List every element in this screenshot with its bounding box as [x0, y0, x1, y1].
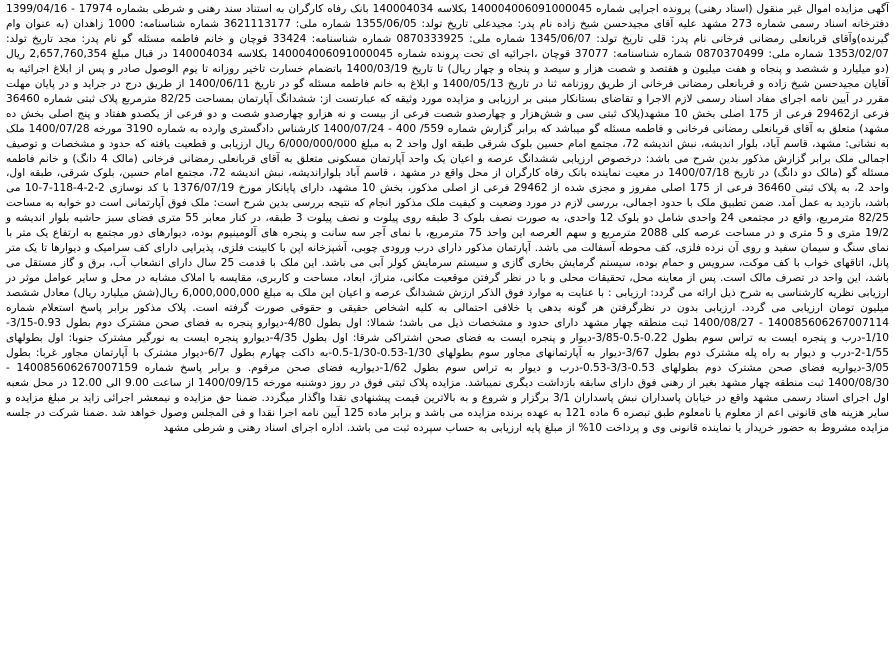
notice-body-text: آگهی مزایده اموال غیر منقول (اسناد رهنی) پرونده اجرایی شماره 140004006091000045 بکلاسه 140004034 بانک رفاه کارگران به استناد سند رهنی و شرطی بشماره 17974 - 1399/04/16 دفترخانه اسناد رسمی شماره 273 مشهد علیه آقای مجیدحسن شیخ زاده نام پدر: مجیدعلی تاریخ تولد: 1355/06/05 شماره ملی: 3621113177 شماره شناسنامه: 1000 زاهدان (به عنوان وام گیرنده)وآقای قربانعلی رمضانی فرخانی نام پدر: قلی تاریخ تولد: 1345/06/07 شماره ملی: 0870333925 شماره شناسنامه: 33424 قوچان و خانم فاطمه مسئله گو نام پدر: مجد تاریخ تولد: 1353/02/07 شماره ملی: 0870370499 شماره شناسنامه: 37077 قوچان ،اجرائیه ای تحت پرونده شماره 140004006091000045 بکلاسه 140004034 در قبال مبلغ 2,657,760,354 ریال (دو میلیارد و ششصد و پنجاه و هفت میلیون و هفتصد و شصت هزار و سیصد و پنجاه و چهار ریال) تا تاریخ 1400/03/19 باتضمام خسارت تاخیر روزانه تا یوم الوصول صادر و پس از ابلاغ اجرائیه به آقایان مجیدحسن شیخ زاده و قربانعلی رمضانی فرخانی از طریق روزنامه ثنا در تاریخ 1400/05/13 و ابلاغ به خانم فاطمه مسئله گو در تاریخ 1400/06/11 از طریق درج در جراید و در پایان مهلت مقرر در آیین نامه اجرای مفاد اسناد رسمی لازم الاجرا و تقاضای بستانکار مبنی بر ارزیابی و مزایده مورد وثیقه که عبارتست از: ششدانگ آپارتمان بمساحت 82/25 مترمربع پلاک ثبتی شماره 36460 فرعی از29462 فرعی از 175 اصلی بخش 10 مشهد(پلاک ثبتی سی و شش‌هزار و چهارصدو شصت فرعی از بیست و نه هزارو چهارصدو شصت و دو فرعی از یکصدو هفتاد و پنج اصلی بخش ده مشهد) متعلق به آقای قربانعلی رمضانی فرخانی و فاطمه مسئله گو میباشد که برابر گزارش شماره 559/ 400 - 1400/07/24 کارشناس دادگستری وارده به شماره 3190 مورخه 1400/07/28 ملک به نشانی: مشهد، قاسم آباد، بلوار اندیشه، نبش اندیشه 72، مجتمع امام حسین بلوک شرقی طبقه اول واحد 2 به مبلغ 6/000/000/000 ریال ارزیابی و قطعیت یافته که حدود و مشخصات و توصیف اجمالی ملک برابر گزارش مذکور بدین شرح می باشد: درخصوص ارزیابی ششدانگ عرصه و اعیان یک واحد آپارتمان مسکونی متعلق به آقای قربانعلی رمضانی فرخانی (مالک 4 دانگ) و خانم فاطمه مسئله گو (مالک دو دانگ) در تاریخ 1400/07/18 در معیت نماینده بانک رفاه کارگران از محل واقع در مشهد ، قاسم آباد بلواراندیشه، نبش اندیشه 72، مجتمع امام حسین، بلوک شرقی، طبقه اول، واحد 2، به پلاک ثبتی 36460 فرعی از 175 اصلی مفروز و مجزی شده از 29462 فرعی از اصلی مذکور، بخش 10 مشهد، دارای پایانکار مورخ 1376/07/19 با کد نوسازی 2-2-4-118-7-10 می باشد، بازدید به عمل آمد. ضمن تطبیق ملک با حدود اجمالی، بررسی لازم در مورد وضعیت و کیفیت ملک مذکور انجام که نتیجه بررسی بدین شرح است: ملک فوق آپارتمانی است دو خوابه به مساحت 82/25 مترمربع، واقع در مجتمعی 24 واحدی شامل دو بلوک 12 واحدی، به صورت نصف بلوک 3 طبقه روی پیلوت و نصف پیلوت 3 طبقه، در کنار معابر 55 متری فضای سبز حاشیه بلوار اندیشه و 19/2 متری و 5 متری و در مساحت عرصه کلی 2088 مترمربع و سهم العرصه این واحد 75 مترمربع، با نمای آجر سه سانت و پنجره های آلومینیوم بوده، دیوارهای دور مجتمع به ارتفاع یک متر با نمای سنگ و سیمان سفید و روی آن نرده فلزی، کف محوطه آسفالت می باشد. آپارتمان مذکور دارای درب ورودی چوبی، آشپزخانه اپن با کابینت فلزی، پذیرایی دارای کف سرامیک و دیوارها تا یک متر پانل، اتاقهای خواب با کف موکت، سرویس و حمام بوده، سیستم گرمایش بخاری گازی و سیستم سرمایش کولر آبی می باشد. این ملک با قدمت 25 سال دارای انشعاب آب، برق و گاز مستقل می باشد، این واحد در تصرف مالک است. پس از معاینه محل، تحقیقات محلی و با در نظر گرفتن موقعیت مکانی، متراژ، ابعاد، مساحت و کاربری، مقایسه با املاک مشابه در محل و سایر عوامل موثر در ارزیابی نظریه کارشناسی به شرح ذیل ارائه می گردد: ارزیابی : با عنایت به موارد فوق الذکر ارزش ششدانگ عرصه و اعیان این ملک به مبلغ 6,000,000,000 ریال(شش میلیارد ریال) معادل ششصد میلیون تومان ارزیابی می گردد. ارزیابی بدون در نظرگرفتن هر گونه بدهی یا خلافی احتمالی به کلیه اشخاص حقیقی و حقوقی صورت گرفته است. پلاک مذکور برابر پاسخ استعلام شماره 140085606267007114 - 1400/08/27 ثبت منطقه چهار مشهد دارای حدود و مشخصات ذیل می باشد؛ شمالا: اول بطول 4/80-دیوارو پنجره به فضای صحن مشترک دوم بطول 0.93-3/15-1/10-درب و پنجره ایست به تراس سوم بطول 0.22-0.5-3/85-دیوار و پنجره ایست به فضای صحن اشتراکی شرقا: اول بطول 4/35-دیوارو پنجره ایست به نورگیر مشترک جنوبا: اول بطولهای 1/55-2-درب و دیوار به راه پله مشترک دوم بطول 3/67-دیوار به آپارتمانهای مجاور سوم بطولهای 1/30-0.53-1/30-0.5-به داکت چهارم بطول 6/7-دیوار مشترک با آپارتمان مجاور غربا: بطول 3/05-دیواریه فضای صحن مشترک دوم بطولهای 0.53-3/3-0.53-درب و دیوار به تراس سوم بطول 1/62-دیواریه فضای صحن مرقوم. و برابر پاسخ شماره 140085606267007159 - 1400/08/30 ثبت منطقه چهار مشهد بغیر از رهنی فوق دارای سابقه بازداشت دیگری نمیباشد. مزایده پلاک ثبتی فوق در روز دوشنبه مورخه 1400/09/15 از ساعت 9.00 الی 12.00 در محل شعبه اول اجرای اسناد رسمی مشهد واقع در خیابان پاسداران نبش پاسداران 3/1 برگزار و شروع و به بالاترین قیمت پیشنهادی نقدا واگذار میگردد. ضمنا حق مزایده و نیمعشر اجرائی زاید بر مبلغ مزایده و سایر هزینه های قانونی اعم از معلوم یا نامعلوم طبق تبصره 6 ماده 121 به عهده برنده مزایده می باشد و برابر ماده 125 آیین نامه اجرا نقدا و فی المجلس وصول خواهد شد .ضمنا شرکت در جلسه مزایده مشروط به حضور خریدار یا نماینده قانونی وی و پرداخت 10% از مبلغ پایه ارزیابی به حساب سپرده ثبت می باشد. اداره اجرای اسناد رهنی و شرطی مشهد	[6, 3, 890, 434]
